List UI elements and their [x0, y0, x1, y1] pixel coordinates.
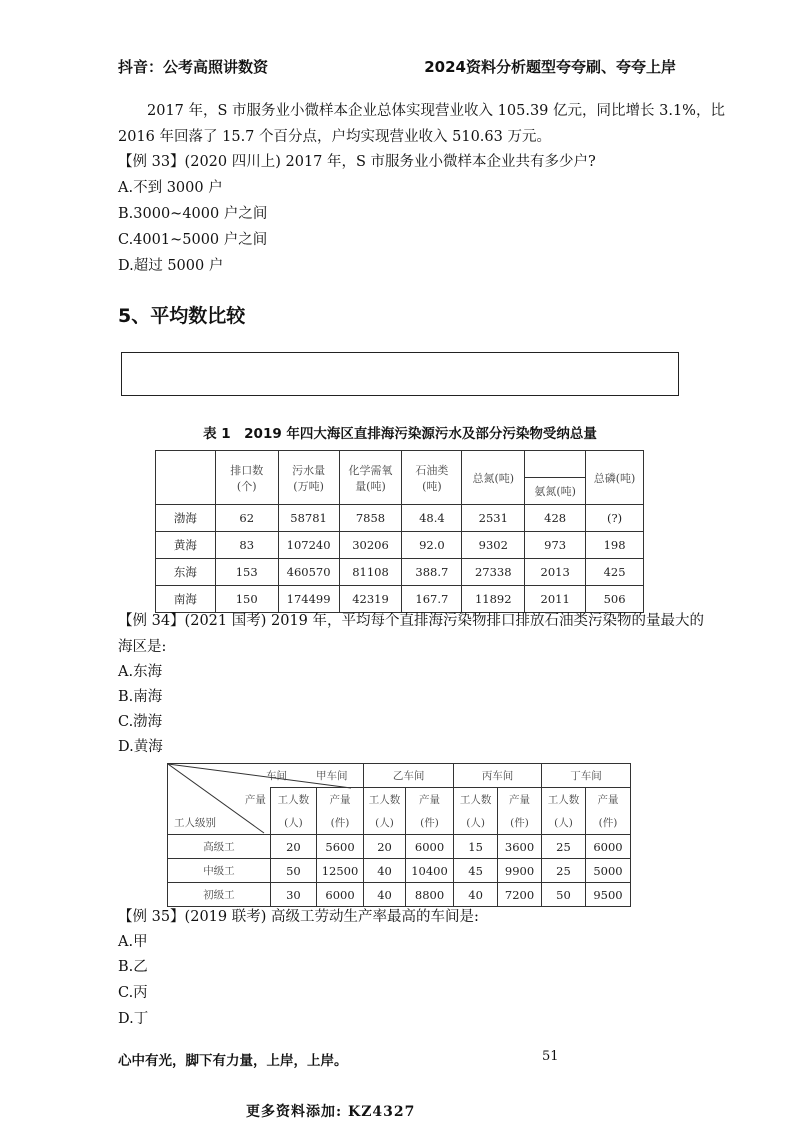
workshop-table	[167, 763, 631, 907]
table1-cell: 198	[586, 532, 644, 559]
table1-cell: 黄海	[156, 532, 216, 559]
table2-workshop-ding: 丁车间	[542, 764, 631, 788]
table2-cell: 40	[364, 883, 406, 907]
page-number: 51	[542, 1049, 559, 1064]
question-34-option-a[interactable]: A.东海	[118, 664, 163, 680]
table2-cell: 5600	[316, 835, 363, 859]
table1-cell: 48.4	[402, 505, 462, 532]
table2-cell: 9500	[585, 883, 630, 907]
table1-corner	[156, 451, 216, 505]
table-row	[168, 835, 631, 859]
question-33-option-b[interactable]: B.3000~4000 户之间	[118, 206, 268, 222]
table2-sub-output: 产量	[316, 788, 363, 812]
table2-cell: 8800	[405, 883, 453, 907]
table1-cell: 107240	[278, 532, 339, 559]
table2-label-level: 工人级别	[168, 811, 271, 835]
table2-sub-workers: 工人数	[270, 788, 316, 812]
table2-cell: 45	[454, 859, 498, 883]
table2-cell: 7200	[498, 883, 542, 907]
table-row	[156, 559, 644, 586]
table2-sub-workers: 工人数	[542, 788, 586, 812]
table1-header-total-nitrogen: 总氮(吨)	[462, 451, 525, 505]
question-33-option-d[interactable]: D.超过 5000 户	[118, 258, 224, 274]
question-35-stem: 【例 35】(2019 联考) 高级工劳动生产率最高的车间是:	[118, 909, 479, 925]
table-row	[168, 883, 631, 907]
table2-cell: 25	[542, 859, 586, 883]
watermark-text: 更多资料添加: KZ4327	[246, 1104, 416, 1120]
table-row	[156, 505, 644, 532]
table2-sub-output-unit: (件)	[585, 811, 630, 835]
table2-diagonal-header	[168, 764, 364, 788]
table1-cell: 153	[215, 559, 278, 586]
table1-cell: 388.7	[402, 559, 462, 586]
table1-cell: 2013	[525, 559, 586, 586]
question-34-option-b[interactable]: B.南海	[118, 689, 163, 705]
table1-header-oil: 石油类 (吨)	[402, 451, 462, 505]
table2-workshop-yi: 乙车间	[364, 764, 454, 788]
table1-cell: 506	[586, 586, 644, 613]
empty-note-box	[121, 352, 679, 396]
table1-cell: 东海	[156, 559, 216, 586]
table1-header-ammonia: 氨氮(吨)	[525, 478, 586, 505]
table1-cell: 92.0	[402, 532, 462, 559]
question-34-option-c[interactable]: C.渤海	[118, 714, 163, 730]
header-right: 2024资料分析题型夸夸刷、夸夸上岸	[424, 58, 676, 76]
table2-workshop-jia: 甲车间	[316, 770, 348, 782]
table1-header-sewage: 污水量 (万吨)	[278, 451, 339, 505]
table1-cell: 174499	[278, 586, 339, 613]
table2-sub-output-unit: (件)	[498, 811, 542, 835]
table2-cell: 9900	[498, 859, 542, 883]
table2-cell: 50	[270, 859, 316, 883]
table2-cell: 12500	[316, 859, 363, 883]
question-34-option-d[interactable]: D.黄海	[118, 739, 163, 755]
table1-cell: (?)	[586, 505, 644, 532]
table2-cell: 50	[542, 883, 586, 907]
question-35-option-c[interactable]: C.丙	[118, 985, 148, 1001]
table1-cell: 7858	[339, 505, 402, 532]
question-33-option-a[interactable]: A.不到 3000 户	[118, 180, 223, 196]
table1-caption: 表 1 2019 年四大海区直排海污染源污水及部分污染物受纳总量	[203, 426, 597, 442]
table1-header-cod: 化学需氧 量(吨)	[339, 451, 402, 505]
table1-cell: 460570	[278, 559, 339, 586]
question-34-stem-line-2: 海区是:	[118, 639, 167, 655]
table2-cell: 20	[270, 835, 316, 859]
table2-sub-output: 产量	[405, 788, 453, 812]
section-title: 5、平均数比较	[118, 305, 246, 327]
table1-cell: 81108	[339, 559, 402, 586]
table2-sub-workers-unit: (人)	[364, 811, 406, 835]
table2-cell: 25	[542, 835, 586, 859]
table1-cell: 2531	[462, 505, 525, 532]
table1-cell: 428	[525, 505, 586, 532]
table2-cell: 10400	[405, 859, 453, 883]
question-33-stem: 【例 33】(2020 四川上) 2017 年，S 市服务业小微样本企业共有多少户?	[118, 154, 596, 170]
table1-cell: 11892	[462, 586, 525, 613]
table2-cell: 15	[454, 835, 498, 859]
table1-cell: 58781	[278, 505, 339, 532]
table1-cell: 62	[215, 505, 278, 532]
table1-cell: 9302	[462, 532, 525, 559]
table2-label-output: 产量	[168, 788, 271, 812]
passage-line-1: 2017 年，S 市服务业小微样本企业总体实现营业收入 105.39 亿元，同比增长 3.1%，比	[147, 103, 725, 119]
table1-header-outlets: 排口数 (个)	[215, 451, 278, 505]
table-row	[156, 532, 644, 559]
table2-cell: 5000	[585, 859, 630, 883]
table1-cell: 150	[215, 586, 278, 613]
table2-cell: 3600	[498, 835, 542, 859]
table2-cell: 40	[454, 883, 498, 907]
table2-sub-workers-unit: (人)	[542, 811, 586, 835]
question-35-option-b[interactable]: B.乙	[118, 959, 148, 975]
table2-cell: 30	[270, 883, 316, 907]
table2-cell: 中级工	[168, 859, 271, 883]
table2-cell: 6000	[316, 883, 363, 907]
table2-sub-workers-unit: (人)	[270, 811, 316, 835]
footer-motto: 心中有光，脚下有力量，上岸，上岸。	[118, 1053, 348, 1069]
table1-cell: 83	[215, 532, 278, 559]
table2-cell: 40	[364, 859, 406, 883]
table2-cell: 初级工	[168, 883, 271, 907]
pollution-table	[155, 450, 644, 613]
table1-cell: 30206	[339, 532, 402, 559]
table2-workshop-bing: 丙车间	[454, 764, 542, 788]
table1-cell: 南海	[156, 586, 216, 613]
table2-cell: 20	[364, 835, 406, 859]
header-left: 抖音：公考高照讲数资	[118, 58, 269, 76]
table1-cell: 42319	[339, 586, 402, 613]
table1-cell: 渤海	[156, 505, 216, 532]
table2-cell: 高级工	[168, 835, 271, 859]
table2-sub-output: 产量	[498, 788, 542, 812]
table2-sub-workers: 工人数	[364, 788, 406, 812]
passage-line-2: 2016 年回落了 15.7 个百分点，户均实现营业收入 510.63 万元。	[118, 129, 551, 145]
table1-header-total-phosphorus: 总磷(吨)	[586, 451, 644, 505]
table2-sub-workers-unit: (人)	[454, 811, 498, 835]
question-33-option-c[interactable]: C.4001~5000 户之间	[118, 232, 268, 248]
table1-header-blank	[525, 451, 586, 478]
table2-sub-output: 产量	[585, 788, 630, 812]
table2-cell: 6000	[585, 835, 630, 859]
question-35-option-a[interactable]: A.甲	[118, 934, 148, 950]
table2-cell: 6000	[405, 835, 453, 859]
table2-sub-output-unit: (件)	[316, 811, 363, 835]
table1-cell: 2011	[525, 586, 586, 613]
table2-sub-workers: 工人数	[454, 788, 498, 812]
table2-sub-output-unit: (件)	[405, 811, 453, 835]
table1-cell: 425	[586, 559, 644, 586]
question-35-option-d[interactable]: D.丁	[118, 1011, 149, 1027]
table-row	[168, 859, 631, 883]
table1-cell: 973	[525, 532, 586, 559]
table2-label-workshop: 车间	[266, 770, 287, 782]
question-34-stem-line-1: 【例 34】(2021 国考) 2019 年，平均每个直排海污染物排口排放石油类污染物的量最大的	[118, 613, 705, 629]
table1-cell: 27338	[462, 559, 525, 586]
table1-cell: 167.7	[402, 586, 462, 613]
table-row	[156, 586, 644, 613]
